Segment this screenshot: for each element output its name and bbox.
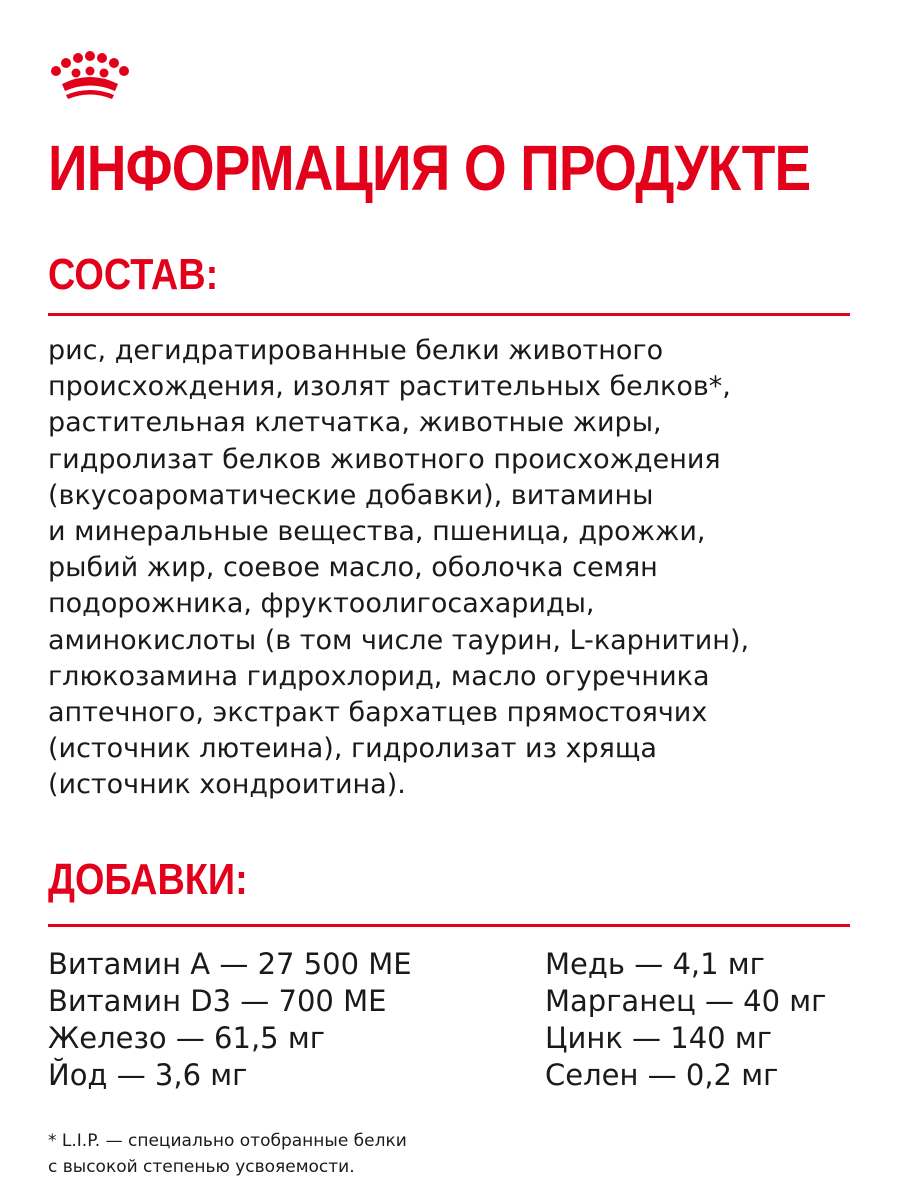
composition-line: (вкусоароматические добавки), витамины <box>48 479 654 511</box>
composition-line: рыбий жир, соевое масло, оболочка семян <box>48 552 658 584</box>
composition-line: аптечного, экстракт бархатцев прямостоячих <box>48 697 708 729</box>
composition-text <box>48 333 808 804</box>
additive-item: Железо — 61,5 мг <box>48 1021 325 1055</box>
additives-right-column <box>545 946 826 1094</box>
additive-item: Марганец — 40 мг <box>545 984 827 1018</box>
composition-line: (источник лютеина), гидролизат из хряща <box>48 733 657 765</box>
composition-line: растительная клетчатка, животные жиры, <box>48 407 662 439</box>
additive-item: Селен — 0,2 мг <box>545 1058 779 1092</box>
footnote-line: * L.I.P. — специально отобранные белки <box>48 1131 407 1151</box>
composition-line: глюкозамина гидрохлорид, масло огуречника <box>48 660 710 692</box>
footnote <box>48 1128 407 1180</box>
crown-icon <box>46 48 134 102</box>
additive-item: Витамин D3 — 700 МЕ <box>48 984 387 1018</box>
composition-line: гидролизат белков животного происхождения <box>48 443 721 475</box>
additive-item: Витамин А — 27 500 МЕ <box>48 947 412 981</box>
additive-item: Медь — 4,1 мг <box>545 947 765 981</box>
composition-line: аминокислоты (в том числе таурин, L-карнитин), <box>48 624 750 656</box>
composition-line: происхождения, изолят растительных белков*, <box>48 371 731 403</box>
composition-line: и минеральные вещества, пшеница, дрожжи, <box>48 516 706 548</box>
composition-line: (источник хондроитина). <box>48 769 406 801</box>
page-title: ИНФОРМАЦИЯ О ПРОДУКТЕ <box>48 132 811 204</box>
composition-line: подорожника, фруктоолигосахариды, <box>48 588 595 620</box>
divider <box>48 924 850 927</box>
composition-line: рис, дегидратированные белки животного <box>48 335 664 366</box>
additive-item: Йод — 3,6 мг <box>48 1058 248 1092</box>
additive-item: Цинк — 140 мг <box>545 1021 772 1055</box>
additives-heading: ДОБАВКИ: <box>48 855 248 904</box>
footnote-line: с высокой степенью усвояемости. <box>48 1157 355 1177</box>
divider <box>48 313 850 316</box>
additives-left-column <box>48 946 412 1094</box>
composition-heading: СОСТАВ: <box>48 250 219 299</box>
